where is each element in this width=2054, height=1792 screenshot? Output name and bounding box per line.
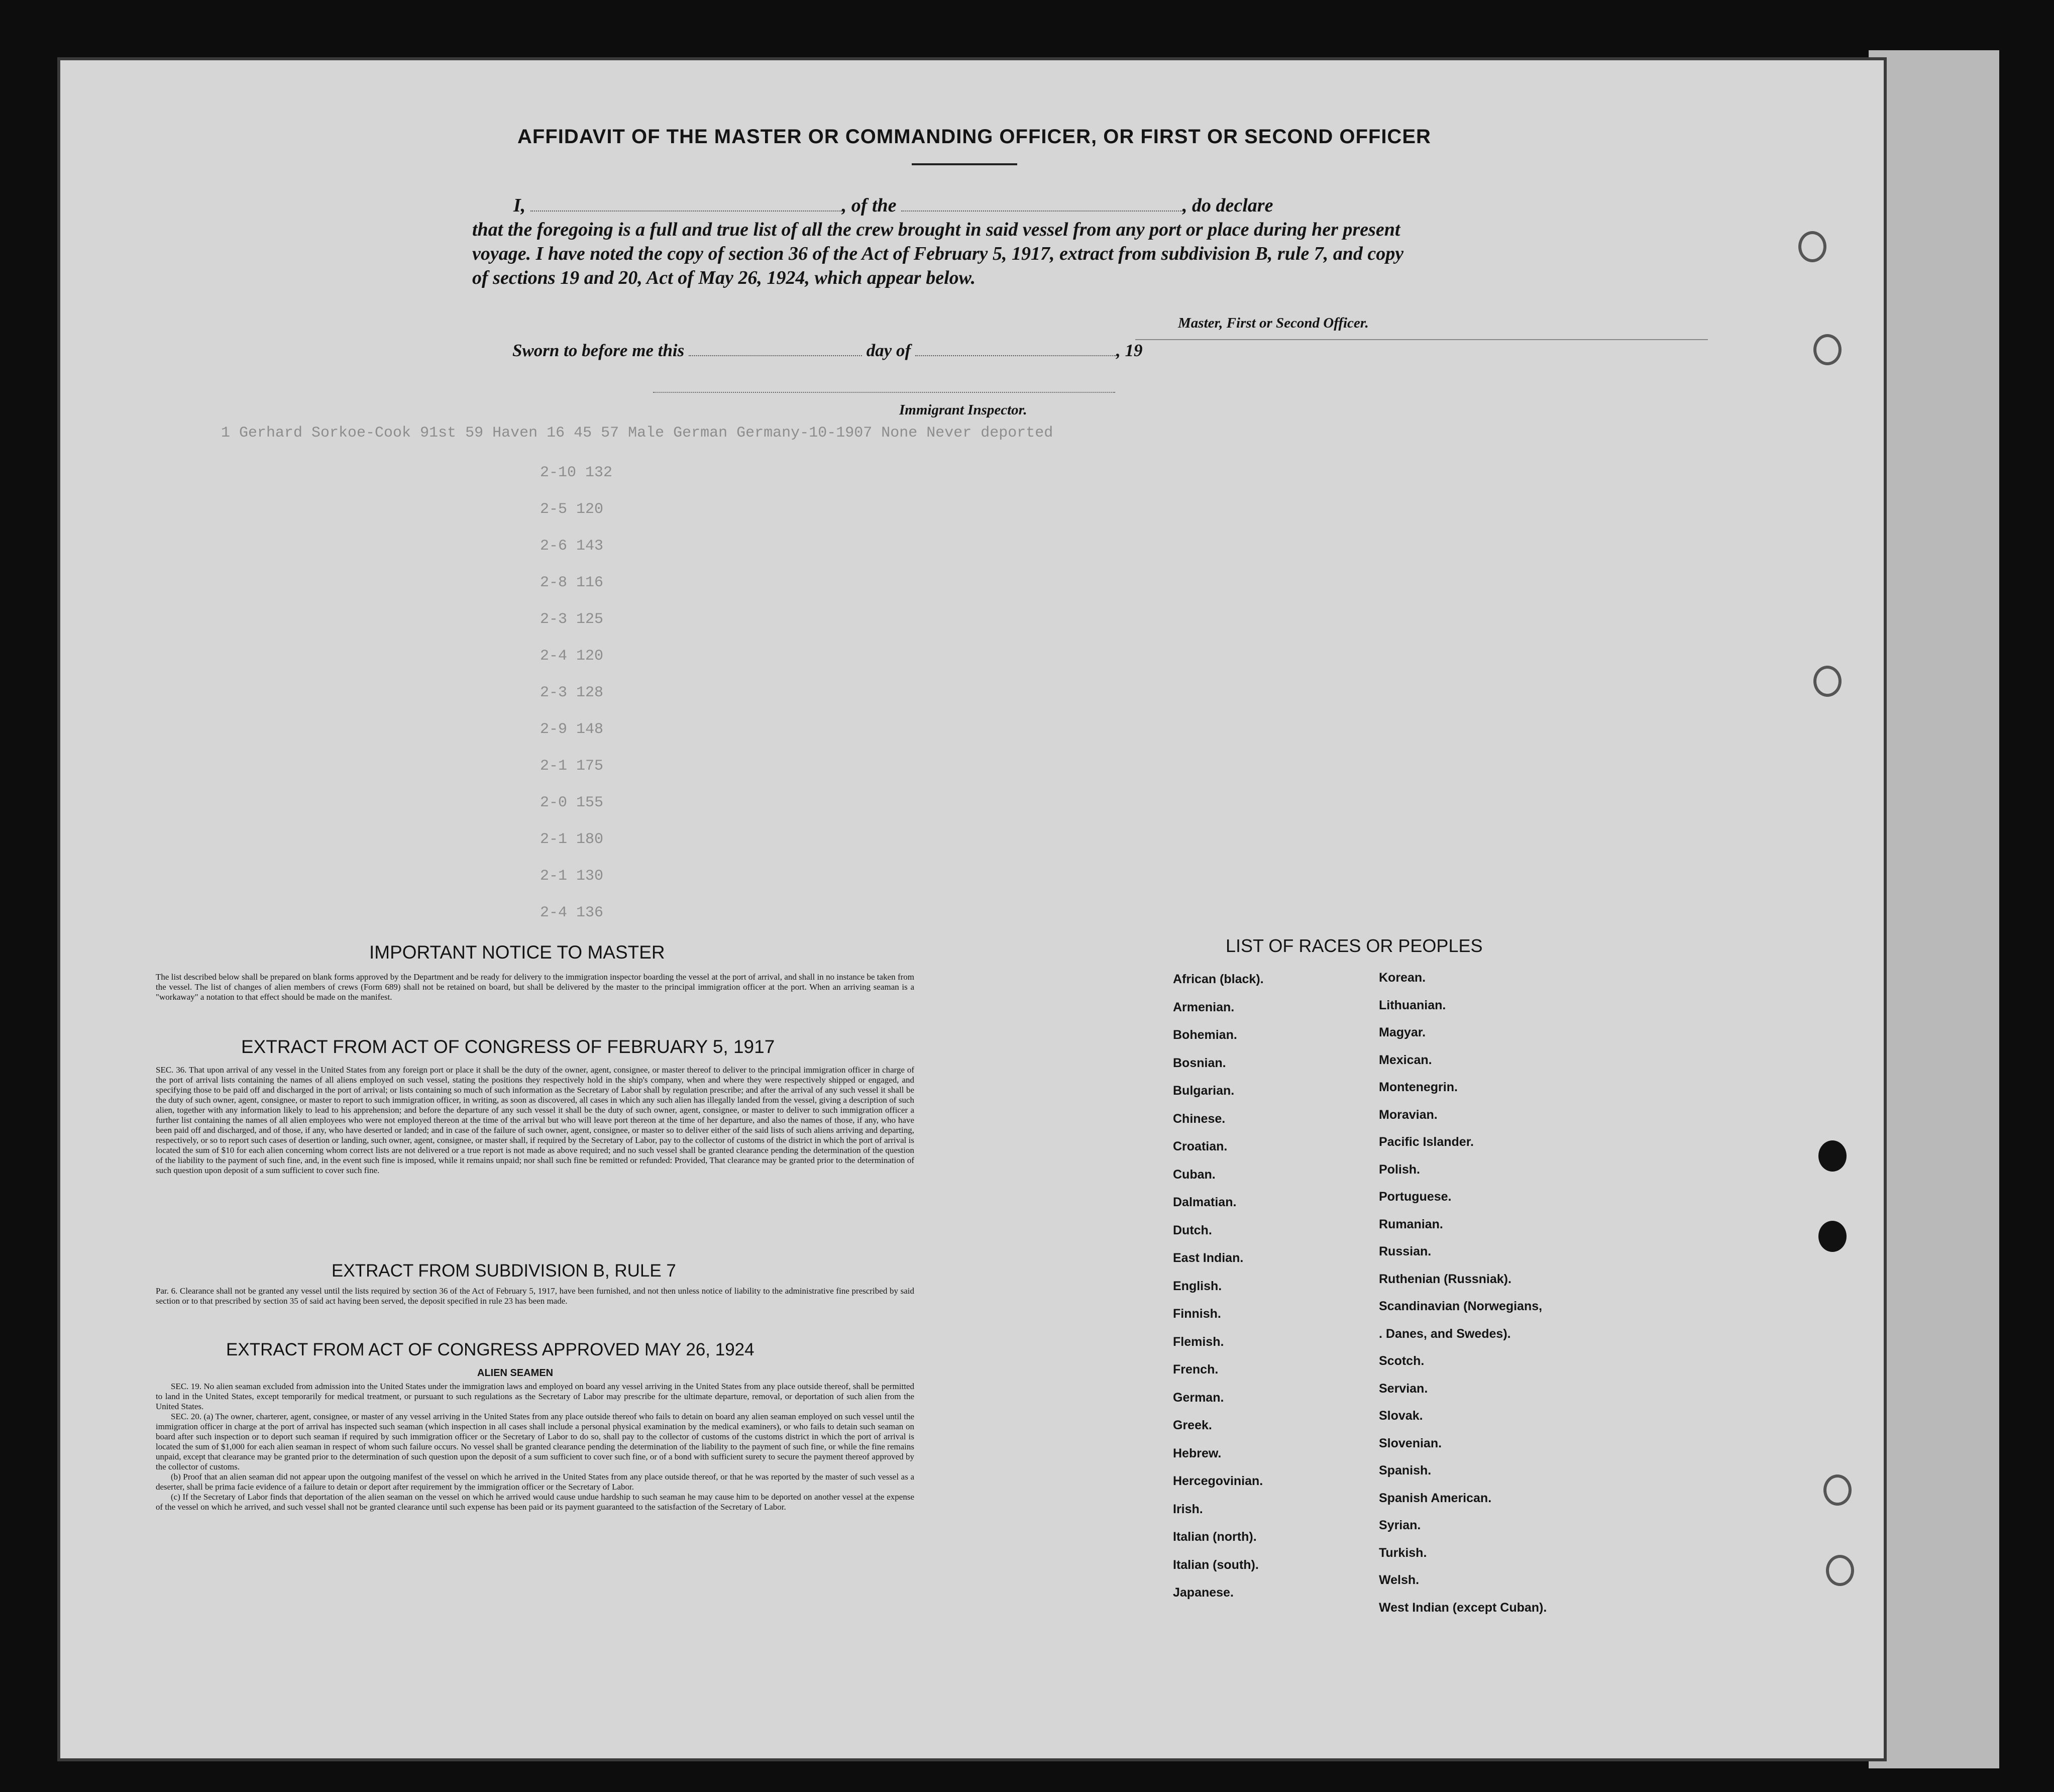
bleed-through-number: 2-1 180	[540, 831, 604, 848]
affidavit-title: AFFIDAVIT OF THE MASTER OR COMMANDING OFFICER, OR FIRST OR SECOND OFFICER	[517, 126, 1431, 148]
extract-1924-body	[156, 1382, 914, 1512]
race-entry: Rumanian.	[1379, 1217, 1443, 1231]
binder-hole	[1813, 334, 1842, 365]
sec-19-text: SEC. 19. No alien seaman excluded from admission into the United States under the immigration laws and employed on board any vessel arriving in the United States from any place outside thereof, shall be permitted to land in the United States, except temporarily for medical treatment, or pursuant to such regulations as the Secretary of Labor may prescribe for the ultimate departure, removal, or deportation of such alien from the United States.	[156, 1382, 914, 1411]
affidavit-line-4: of sections 19 and 20, Act of May 26, 1924, which appear below.	[472, 267, 976, 288]
race-entry: Croatian.	[1173, 1139, 1228, 1153]
bleed-through-number: 2-3 125	[540, 611, 604, 628]
race-entry: Mexican.	[1379, 1052, 1432, 1067]
race-entry: Flemish.	[1173, 1334, 1224, 1349]
extract-1917-body: SEC. 36. That upon arrival of any vessel in the United States from any foreign port or place it shall be the duty of the owner, agent, consignee, or master thereof to deliver to the principal immigration officer in charge of the port of arrival lists containing the names of all aliens employed on such vessel, stating the positions they respectively hold in the ship's company, when and where they were respectively shipped or engaged, and specifying those to be paid off and discharged in the port of arrival; or lists containing so much of such information as the Secretary of Labor shall by regulation prescribe; and after the arrival of any such vessel it shall be the duty of such owner, agent, consignee, or master to report to such immigration officer, in writing, as soon as discovered, all cases in which any such alien has illegally landed from the vessel, giving a description of such alien, together with any information likely to lead to his apprehension; and before the departure of any such vessel it shall be the duty of such owner, agent, consignee, or master to deliver to such immigration officer a further list containing the names of all alien employees who were not employed thereon at the time of the arrival but who will leave port thereon at the time of her departure, and also the names of those, if any, who have been paid off and discharged, and of those, if any, who have deserted or landed; and in case of the failure of such owner, agent, consignee, or master so to deliver either of the said lists of such aliens arriving and departing, respectively, or so to report such cases of desertion or landing, such owner, agent, consignee, or master shall, if required by the Secretary of Labor, pay to the collector of customs of the district in which the port of arrival is located the sum of $10 for each alien concerning whom correct lists are not delivered or a true report is not made as above required; and no such vessel shall be granted clearance pending the determination of the question of the liability to the payment of such fine, and, in the event such fine is imposed, while it remains unpaid; nor shall such fine be remitted or refunded: Provided, That clearance may be granted prior to the determination of such question upon deposit of a sum sufficient to cover such fine.	[156, 1065, 914, 1175]
race-entry: Chinese.	[1173, 1111, 1226, 1126]
race-entry: Irish.	[1173, 1502, 1203, 1516]
race-entry: Hebrew.	[1173, 1446, 1222, 1460]
race-entry: German.	[1173, 1390, 1224, 1405]
race-entry: West Indian (except Cuban).	[1379, 1600, 1547, 1615]
race-entry: Japanese.	[1173, 1586, 1234, 1600]
race-entry: Magyar.	[1379, 1025, 1426, 1039]
day-blank	[689, 341, 862, 356]
sec-20a-text: SEC. 20. (a) The owner, charterer, agent, consignee, or master of any vessel arriving in the United States from any place outside thereof who fails to detain on board any alien seaman employed on such vessel until the immigration officer in charge at the port of arrival has inspected such seaman (which inspection in all cases shall include a personal physical examination by the medical examiners), or who fails to detain such seaman on board after such inspection or to deport such seaman if required by such immigration officer or the Secretary of Labor to do so, shall pay to the collector of customs of the customs district in which the port of arrival is located the sum of $1,000 for each alien seaman in respect of whom such failure occurs. No vessel shall be granted clearance pending the determination of the liability to the payment of such fine, or while the fine remains unpaid, except that clearance may be granted prior to the determination of such question upon the deposit of a sum sufficient to cover such fine, or of a bond with sufficient surety to secure the payment thereof approved by the collector of customs.	[156, 1412, 914, 1471]
extract-1924-title: EXTRACT FROM ACT OF CONGRESS APPROVED MAY 26, 1924	[226, 1340, 754, 1359]
race-entry: Montenegrin.	[1379, 1080, 1458, 1094]
race-entry: Spanish.	[1379, 1463, 1432, 1478]
race-entry: Bulgarian.	[1173, 1084, 1235, 1098]
race-entry: Lithuanian.	[1379, 998, 1446, 1012]
race-entry: Servian.	[1379, 1381, 1428, 1396]
bleed-through-number: 2-1 130	[540, 868, 604, 885]
bleed-through-number: 2-10 132	[540, 464, 613, 481]
race-entry: Syrian.	[1379, 1518, 1421, 1532]
binder-hole	[1813, 666, 1842, 697]
affidavit-i: I,	[513, 195, 526, 216]
name-blank	[530, 195, 842, 212]
binder-hole	[1826, 1555, 1854, 1586]
vessel-blank	[901, 195, 1182, 212]
race-entry: Russian.	[1379, 1244, 1432, 1258]
affidavit-line-2: that the foregoing is a full and true list of all the crew brought in said vessel from any port or place during her present	[472, 219, 1400, 240]
inspector-signature-line	[653, 392, 1115, 393]
race-entry: Polish.	[1379, 1162, 1420, 1177]
binder-hole-punched	[1818, 1221, 1847, 1252]
race-entry: Finnish.	[1173, 1307, 1221, 1321]
race-entry: . Danes, and Swedes).	[1379, 1326, 1511, 1341]
bleed-through-number: 2-6 143	[540, 538, 604, 555]
affidavit-of-the: , of the	[841, 195, 897, 216]
title-divider	[912, 163, 1017, 165]
race-entry: Dutch.	[1173, 1223, 1212, 1237]
sworn-prefix: Sworn to before me this	[512, 341, 685, 360]
race-entry: Armenian.	[1173, 1000, 1235, 1014]
underlying-page-edge	[1869, 50, 1999, 1768]
extract-rule7-title: EXTRACT FROM SUBDIVISION B, RULE 7	[332, 1261, 676, 1281]
race-entry: Bosnian.	[1173, 1056, 1226, 1070]
sec-20b-text: (b) Proof that an alien seaman did not appear upon the outgoing manifest of the vessel on which he arrived in the United States from any place outside thereof, or that he was reported by the master of such vessel as a deserter, shall be prima facie evidence of a failure to detain or deport after requirement by the immigration officer or the Secretary of Labor.	[156, 1472, 914, 1492]
race-entry: East Indian.	[1173, 1251, 1244, 1265]
race-entry: Bohemian.	[1173, 1028, 1237, 1042]
race-entry: Cuban.	[1173, 1167, 1216, 1182]
affidavit-line-3: voyage. I have noted the copy of section 36 of the Act of February 5, 1917, extract from subdivision B, rule 7, and copy	[472, 243, 1404, 264]
bleed-through-number: 2-3 128	[540, 684, 604, 701]
sworn-statement	[512, 341, 1142, 361]
race-entry: French.	[1173, 1362, 1219, 1377]
race-entry: Moravian.	[1379, 1107, 1438, 1122]
races-title: LIST OF RACES OR PEOPLES	[1226, 935, 1483, 956]
sec-20c-text: (c) If the Secretary of Labor finds that deportation of the alien seaman on the vessel on which he arrived would cause undue hardship to such seaman he may cause him to be deported on another vessel at the expense of the vessel on which he arrived, and such vessel shall not be granted clearance until such expense has been paid or its payment guaranteed to the satisfaction of the Secretary of Labor.	[156, 1492, 914, 1512]
race-entry: Dalmatian.	[1173, 1195, 1237, 1209]
inspector-label: Immigrant Inspector.	[899, 402, 1027, 418]
extract-1917-title: EXTRACT FROM ACT OF CONGRESS OF FEBRUARY 5, 1917	[241, 1036, 775, 1057]
race-entry: Slovenian.	[1379, 1436, 1442, 1450]
binder-hole-punched	[1818, 1140, 1847, 1172]
race-entry: Greek.	[1173, 1418, 1212, 1432]
bleed-through-number: 2-4 120	[540, 648, 604, 665]
bleed-through-number: 2-5 120	[540, 501, 604, 518]
race-entry: Italian (north).	[1173, 1530, 1257, 1544]
extract-rule7-body: Par. 6. Clearance shall not be granted any vessel until the lists required by section 36 of the Act of February 5, 1917, have been furnished, and not then unless notice of liability to the administrative fine prescribed by said section or to that prescribed by section 35 of said act having been served, the deposit specified in rule 23 has been made.	[156, 1286, 914, 1306]
bleed-through-row: 1 Gerhard Sorkoe-Cook 91st 59 Haven 16 45 57 Male German Germany-10-1907 None Never deported	[221, 425, 1053, 442]
affidavit-text	[472, 193, 1472, 290]
bleed-through-number: 2-9 148	[540, 721, 604, 738]
race-entry: Italian (south).	[1173, 1557, 1259, 1572]
binder-hole	[1798, 231, 1826, 262]
race-entry: Portuguese.	[1379, 1190, 1452, 1204]
bleed-through-number: 2-8 116	[540, 574, 604, 591]
notice-body: The list described below shall be prepared on blank forms approved by the Department and be ready for delivery to the immigration inspector boarding the vessel at the port of arrival, and shall in no instance be taken from the vessel. The list of changes of alien members of crews (Form 689) shall not be retained on board, but shall be delivered by the master to the principal immigration officer at the port. When an arriving seaman is a "workaway" a notation to that effect should be made on the manifest.	[156, 972, 914, 1002]
race-entry: Scotch.	[1379, 1354, 1425, 1368]
sworn-day-of: day of	[866, 341, 911, 360]
race-entry: Spanish American.	[1379, 1491, 1492, 1505]
binder-hole	[1823, 1474, 1852, 1506]
race-entry: Scandinavian (Norwegians,	[1379, 1299, 1543, 1313]
race-entry: Turkish.	[1379, 1545, 1427, 1560]
race-entry: Ruthenian (Russniak).	[1379, 1272, 1511, 1286]
bleed-through-column	[540, 455, 612, 931]
race-entry: African (black).	[1173, 972, 1264, 986]
race-entry: Pacific Islander.	[1379, 1135, 1474, 1149]
sworn-year: , 19	[1116, 341, 1143, 360]
affidavit-declare: , do declare	[1182, 195, 1273, 216]
race-entry: Hercegovinian.	[1173, 1474, 1263, 1488]
bleed-through-number: 2-0 155	[540, 794, 604, 811]
race-entry: English.	[1173, 1279, 1222, 1293]
signature-line	[1135, 339, 1708, 340]
race-entry: Welsh.	[1379, 1573, 1420, 1587]
month-blank	[915, 341, 1116, 356]
bleed-through-number: 2-4 136	[540, 904, 604, 921]
extract-1924-subtitle: ALIEN SEAMEN	[477, 1367, 554, 1379]
notice-title: IMPORTANT NOTICE TO MASTER	[369, 942, 665, 963]
bleed-through-number: 2-1 175	[540, 758, 604, 775]
signature-label: Master, First or Second Officer.	[1178, 315, 1369, 331]
race-entry: Slovak.	[1379, 1409, 1423, 1423]
race-entry: Korean.	[1379, 971, 1426, 985]
affidavit-declaration-line	[472, 193, 1472, 218]
